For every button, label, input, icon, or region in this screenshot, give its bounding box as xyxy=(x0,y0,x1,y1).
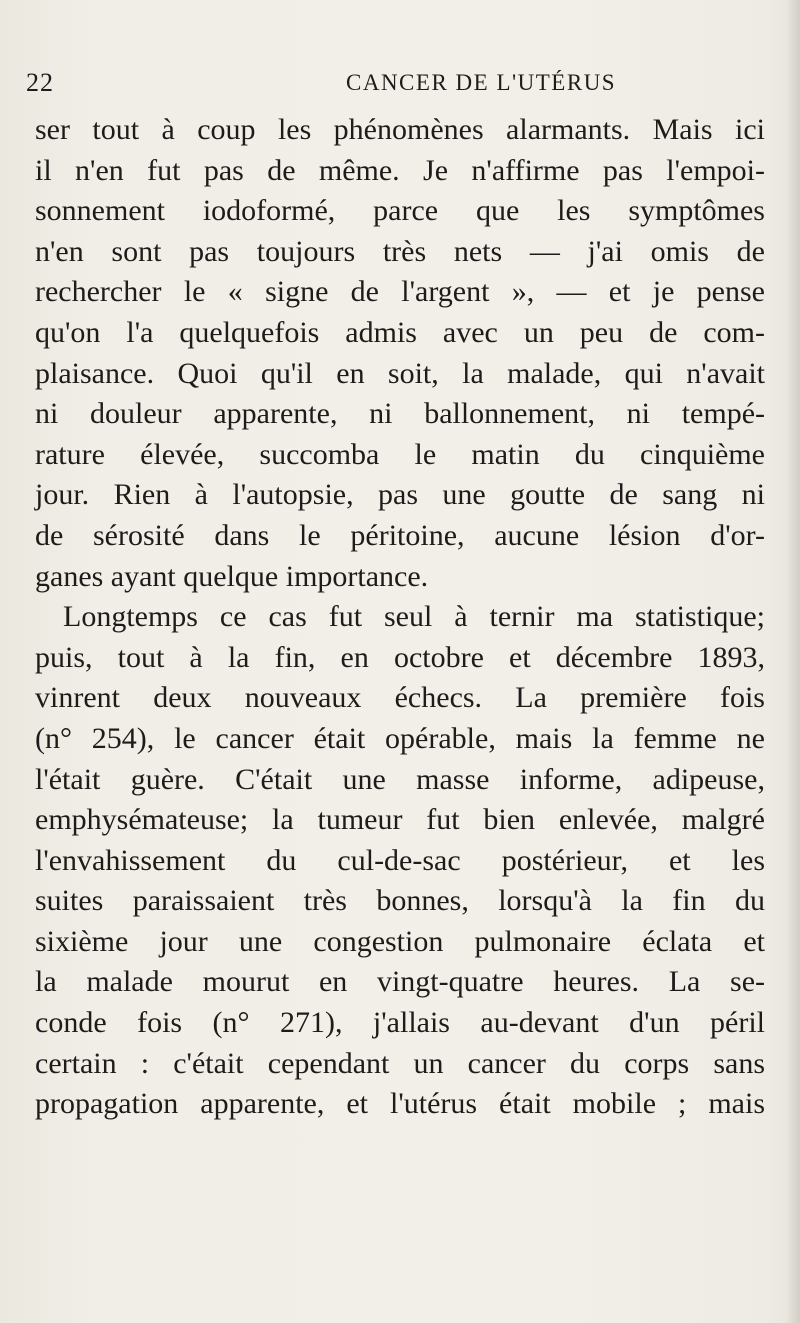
text-line: certain : c'était cependant un cancer du corps sans xyxy=(35,1046,765,1080)
text-line: ganes ayant quelque importance. xyxy=(35,559,429,593)
page-number: 22 xyxy=(26,68,54,97)
text-line: l'était guère. C'était une masse informe, adipeuse, xyxy=(35,762,765,796)
text-line: rechercher le « signe de l'argent », — et je pense xyxy=(35,275,765,309)
text-line: plaisance. Quoi qu'il en soit, la malade, qui n'avait xyxy=(35,356,765,390)
text-line: sonnement iodoformé, parce que les symptômes xyxy=(35,194,765,228)
text-line: ser tout à coup les phénomènes alarmants. Mais ici xyxy=(35,113,765,146)
text-line: vinrent deux nouveaux échecs. La première fois xyxy=(35,681,765,715)
running-title: CANCER DE L'UTÉRUS xyxy=(346,70,617,95)
text-line: jour. Rien à l'autopsie, pas une goutte de sang ni xyxy=(35,478,765,512)
text-line: suites paraissaient très bonnes, lorsqu'à la fin du xyxy=(35,884,765,918)
page-header xyxy=(20,68,780,102)
body-text xyxy=(35,110,765,1125)
text-line: il n'en fut pas de même. Je n'affirme pas l'empoi- xyxy=(35,153,765,187)
text-line: Longtemps ce cas fut seul à ternir ma statistique; xyxy=(63,600,765,634)
text-line: qu'on l'a quelquefois admis avec un peu de com- xyxy=(35,315,765,349)
text-line: (n° 254), le cancer était opérable, mais la femme ne xyxy=(35,721,765,755)
page-edge-shadow xyxy=(786,0,800,1323)
text-line: ni douleur apparente, ni ballonnement, ni tempé- xyxy=(35,397,765,431)
text-line: emphysémateuse; la tumeur fut bien enlevée, malgré xyxy=(35,803,765,837)
text-line: puis, tout à la fin, en octobre et décembre 1893, xyxy=(35,640,765,674)
text-line: la malade mourut en vingt-quatre heures. La se- xyxy=(35,965,765,999)
text-line: rature élevée, succomba le matin du cinquième xyxy=(35,437,765,471)
text-line: de sérosité dans le péritoine, aucune lésion d'or- xyxy=(35,518,765,552)
text-line: l'envahissement du cul-de-sac postérieur, et les xyxy=(35,843,765,877)
text-line: conde fois (n° 271), j'allais au-devant d'un péril xyxy=(35,1006,765,1040)
text-line: propagation apparente, et l'utérus était mobile ; mais xyxy=(35,1087,765,1121)
text-line: sixième jour une congestion pulmonaire éclata et xyxy=(35,924,765,958)
text-line: n'en sont pas toujours très nets — j'ai omis de xyxy=(35,234,765,268)
